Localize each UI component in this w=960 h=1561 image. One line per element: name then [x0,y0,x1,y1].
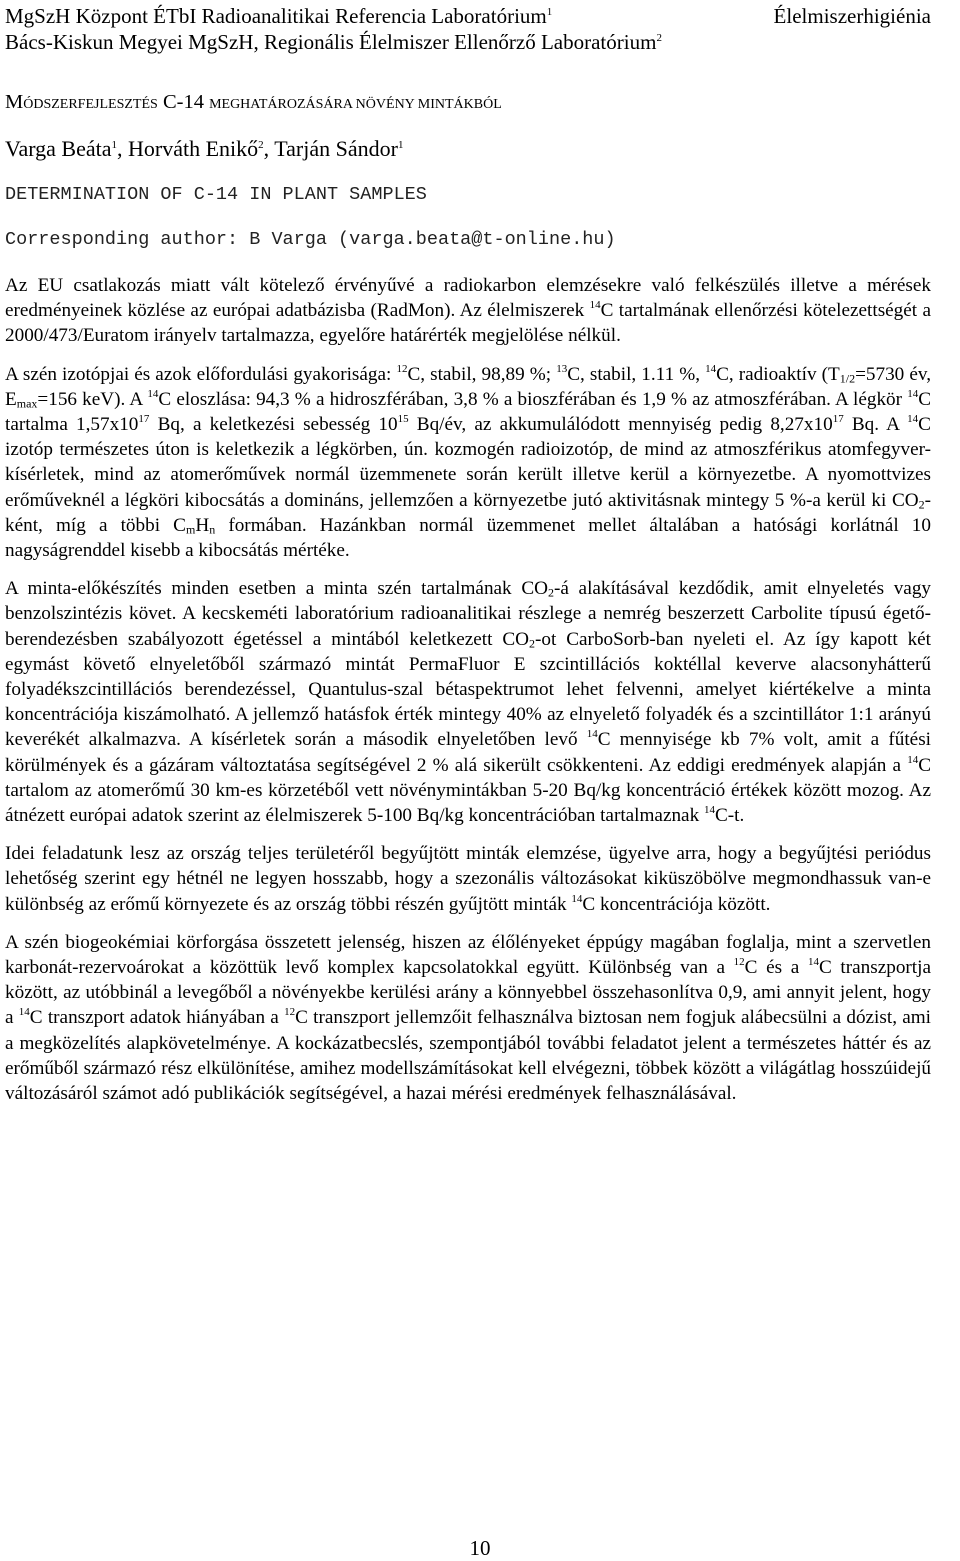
author-1: Varga Beáta [5,136,112,161]
paragraph-1: Az EU csatlakozás miatt vált kötelező érvényűvé a radiokarbon elemzésekre való felkészülés illetve a mérések eredményeinek közlése az európai adatbázisba (RadMon). Az élelmiszerek $^{14}$C tartalmának ellenőrzési kötelezettségét a 2000/473/Euratom irányelv tartalmazza, egyelőre határérték megjelölése nélkül. [5,275,931,347]
affiliation-1-marker: 1 [546,5,553,18]
paragraph-4: Idei feladatunk lesz az ország teljes területéről begyűjtött minták elemzése, ügyelve arra, hogy a begyűjtési periódus lehetőség szerint egy hétnél ne legyen hosszabb, hogy a szezonális változásokat kiküszöbölve megmondhassuk van-e különbség az erőmű környezete és az ország többi részén gyűjtött minták $^{14}$C koncentrációja között. [5,843,931,915]
affiliation-line-1 [5,3,931,29]
affiliation-line-2 [5,29,931,55]
title-word-1: ÓDSZERFEJLESZTÉS [23,97,158,112]
author-list [5,136,931,162]
affiliation-1: MgSzH Központ ÉTbI Radioanalitikai Referencia Laboratórium [5,4,547,28]
title-initial: M [5,91,24,113]
english-title: DETERMINATION OF C-14 IN PLANT SAMPLES [5,184,427,205]
author-3-affil: 1 [397,138,404,151]
author-2-affil: 2 [258,138,264,151]
page-number: 10 [469,1536,491,1560]
title-c14: C-14 [162,91,204,113]
document-page [5,0,931,1119]
author-3: , Tarján Sándor [263,136,398,161]
title-rest: MEGHATÁROZÁSÁRA NÖVÉNY MINTÁKBÓL [209,97,502,112]
corresponding-author: Corresponding author: B Varga (varga.beata@t-online.hu) [5,229,616,250]
abstract-body [5,273,931,1106]
paragraph-3: A minta-előkészítés minden esetben a minta szén tartalmának $CO_2-á$ alakításával kezdődik, amit elnyeletés vagy benzolszintézis követ. A kecskeméti laboratórium radioanalitikai részlege a nemrég beszerzett Carbolite típusú égető-berendezésben szabályozott égetéssel a mintából keletkezett $CO_2-ot$ CarboSorb-ban nyeleti el. Az így kapott két egymást követő elnyeletőből származó mintát PermaFluor E szcintillációs koktéllal keverve alacsonyhátterű folyadékszcintillációs berendezéssel, Quantulus-szal bétaspektrumot lehet felvenni, amelyet kiértékelve a minta koncentrációja kiszámolható. A jellemző hatásfok érték mintegy 40% az elnyelető folyadék és a szcintillátor 1:1 arányú keverékét alkalmazva. A kísérletek során a második elnyeletőben levő $^{14}$C mennyisége kb 7% volt, amit a fűtési körülmények és a gázáram változtatása segítségével 2 % alá sikerült csökkenteni. Az eddigi eredmények alapján a $^{14}$C tartalom az atomerőmű 30 km-es körzetéből vett növénymintákban 5-20 Bq/kg koncentráció értékek között mozog. Az átnézett európai adatok szerint az élelmiszerek 5-100 Bq/kg koncentrációban tartalmaznak $^{14}$C-t. [5,578,932,827]
author-1-affil: 1 [111,138,117,151]
paragraph-5: A szén biogeokémiai körforgása összetett jelenség, hiszen az élőlényeket éppúgy magában foglalja, mint a szervetlen karbonát-rezervoárokat a közöttük levő komplex kapcsolatokkal együtt. Különbség van a $^{12}$C és a $^{14}$C transzportja között, az utóbbinál a levegőből a növényekbe kerülési arány a könnyebbel összehasonlítva 0,9, ami annyit jelent, hogy a $^{14}$C transzport adatok hiányában a $^{12}$C transzport jellemzőit felhasználva biztosan nem fogjuk alábecsülni a dózist, ami a megközelítés alapkövetelménye. A kockázatbecslés, szempontjából további feladatot jelent a természetes háttér és az erőműből származó rész elkülönítése, amihez modellszámításokat kell elvégezni, többek között a világátlag hosszúidejű változásáról számot adó publikációk segítségével, a hazai mérési eredmények felhasználásával. [5,931,932,1105]
affiliation-2-marker: 2 [656,31,662,44]
affiliation-1-department: Élelmiszerhigiénia [773,4,931,28]
affiliations [5,3,931,55]
affiliation-2: Bács-Kiskun Megyei MgSzH, Regionális Élelmiszer Ellenőrző Laboratórium [5,30,657,54]
author-2: , Horváth Enikő [117,136,259,161]
paper-title [5,91,931,114]
paragraph-2: A szén izotópjai és azok előfordulási gyakorisága: $^{12}$C, stabil, 98,89 %; $^{13}$C, stabil, 1.11 %, $^{14}$C, radioaktív ($T_{1/2}=5730$ év, $E_{max}=156$ keV). A $^{14}$C eloszlása: 94,3 % a hidroszférában, 3,8 % a bioszférában és 1,9 % az atmoszférában. A légkör $^{14}$C tartalma $1,57x10^{17}$ Bq, a keletkezési sebesség $10^{15}$ Bq/év, az akkumulálódott mennyiség pedig $8,27x10^{17}$ Bq. A $^{14}$C izotóp természetes úton is keletkezik a légkörben, ún. kozmogén radioizotóp, de mind az atmoszférikus atomfegyver-kísérletek, mind az atomerőművek normál üzemmenete során került illetve kerül a környezetbe. A nyomottvizes erőműveknél a légköri kibocsátás a domináns, jellemzően a környezetbe jutó aktivitásnak mintegy 5 %-a kerül ki $CO_2$-ként, míg a többi $C_mH_n$ formában. Hazánkban normál üzemmenet mellet általában a hatósági korlátnál 10 nagyságrenddel kisebb a kibocsátás mértéke. [5,362,932,562]
